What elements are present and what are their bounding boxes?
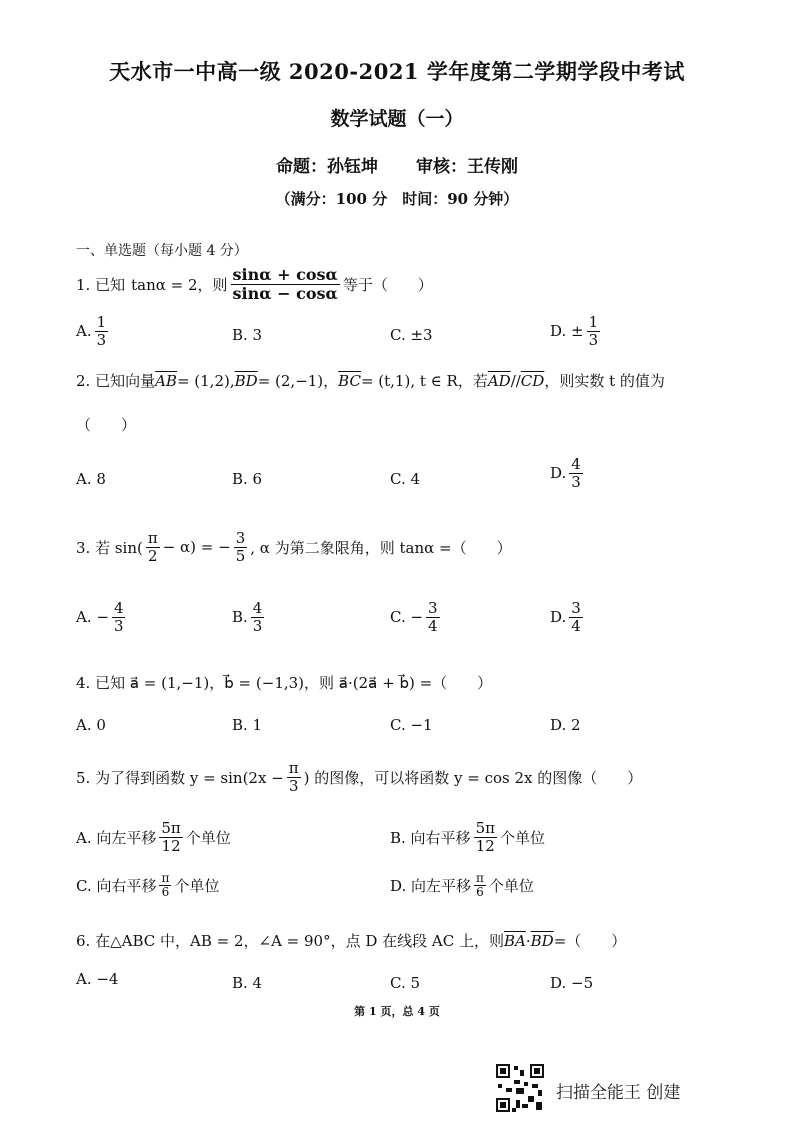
q4-option-d[interactable]: D. 2 <box>550 716 581 734</box>
q4-option-c[interactable]: C. −1 <box>390 716 433 734</box>
option-post: 个单位 <box>499 828 545 847</box>
q3-optD-frac <box>569 600 583 634</box>
q6-tail: =（ ） <box>553 932 627 950</box>
den: 3 <box>96 330 107 349</box>
q2-ab-val: = (1,2), <box>176 371 235 390</box>
vector-bd: $\overline{BD}$ <box>234 371 258 390</box>
q1-denominator: sinα − cosα <box>232 283 338 303</box>
vector-cd: $\overline{CD}$ <box>520 371 545 390</box>
q5-optD-frac <box>474 872 486 899</box>
parallel: // <box>510 371 521 390</box>
den: 6 <box>161 885 170 900</box>
qr-code-graphic <box>494 1062 546 1114</box>
question-1 <box>76 266 433 302</box>
authors-line <box>0 152 794 177</box>
q2-option-c[interactable]: C. 4 <box>390 470 421 488</box>
num: 1 <box>588 313 599 331</box>
question-4: 4. 已知 a⃗ = (1,−1)，b⃗ = (−1,3)，则 a⃗·(2a⃗ + b⃗) =（ ） <box>76 674 493 692</box>
q5-optB-frac <box>474 820 497 854</box>
den: 12 <box>161 836 181 855</box>
q1-suffix: 等于（ ） <box>342 275 433 294</box>
section-title: 一、单选题（每小题 4 分） <box>76 243 248 259</box>
q3-option-b[interactable] <box>232 600 267 634</box>
option-label: D. <box>550 608 567 626</box>
exam-subtitle: 数学试题（一） <box>330 108 464 130</box>
q3-optB-frac <box>251 600 265 634</box>
den: 3 <box>588 330 599 349</box>
num: 5π <box>475 819 495 837</box>
q2-option-a[interactable]: A. 8 <box>76 470 106 488</box>
den: 4 <box>428 616 438 635</box>
q3-optC-frac <box>426 600 440 634</box>
q6-option-a[interactable]: A. −4 <box>76 970 119 988</box>
option-label: D. ± <box>550 322 584 340</box>
option-label: A. − <box>76 608 109 626</box>
q3-option-a[interactable] <box>76 600 128 634</box>
num: 4 <box>113 599 124 617</box>
question-6 <box>76 930 626 951</box>
option-label: B. <box>232 608 248 626</box>
q1-option-d[interactable] <box>550 314 603 348</box>
num: 1 <box>96 313 107 331</box>
q2-option-b[interactable]: B. 6 <box>232 470 263 488</box>
q3-pi-frac <box>146 530 160 564</box>
option-post: 个单位 <box>174 877 220 896</box>
q1-optA-frac <box>95 314 109 348</box>
author: 命题：孙钰坤 <box>276 157 379 177</box>
q2-paren: （ ） <box>76 416 137 434</box>
q3-prefix: 3. 若 sin( <box>76 538 143 557</box>
q1-numerator: sinα + cosα <box>232 265 338 284</box>
q2-optD-frac <box>569 456 583 490</box>
den: 3 <box>288 776 299 795</box>
den: 4 <box>571 616 581 635</box>
q2-tail: ，则实数 t 的值为 <box>544 372 665 390</box>
q5-option-c[interactable] <box>76 872 219 899</box>
q5-option-b[interactable] <box>390 820 545 854</box>
q3-mid: − α) = − <box>162 538 231 556</box>
q5-prefix: 5. 为了得到函数 y = sin(2x − <box>76 768 284 787</box>
vector-ba: $\overline{BA}$ <box>504 931 526 950</box>
q1-option-a[interactable] <box>76 314 111 348</box>
exam-meta: （满分：100 分 时间：90 分钟） <box>275 190 519 208</box>
qr-code-icon <box>494 1062 546 1114</box>
option-label: A. <box>76 322 92 340</box>
den: 3 <box>571 472 581 491</box>
q5-optA-frac <box>159 820 182 854</box>
q1-option-b[interactable]: B. 3 <box>232 326 263 344</box>
q2-option-d[interactable] <box>550 456 586 490</box>
den: 3 <box>113 616 124 635</box>
num: π <box>476 871 484 885</box>
num: 4 <box>571 455 581 473</box>
num: π <box>147 529 158 547</box>
option-post: 个单位 <box>185 828 231 847</box>
q5-option-d[interactable] <box>390 872 534 899</box>
scanner-watermark: 扫描全能王 创建 <box>556 1083 681 1103</box>
num: 4 <box>252 599 263 617</box>
vector-ad: $\overline{AD}$ <box>487 371 511 390</box>
option-pre: D. 向左平移 <box>390 877 472 896</box>
vector-bd: $\overline{BD}$ <box>530 931 554 950</box>
option-pre: A. 向左平移 <box>76 828 157 847</box>
den: 5 <box>235 546 246 565</box>
reviewer: 审核：王传刚 <box>415 157 518 177</box>
option-pre: B. 向右平移 <box>390 828 471 847</box>
q4-option-a[interactable]: A. 0 <box>76 716 106 734</box>
q6-text: 6. 在△ABC 中，AB = 2，∠A = 90°，点 D 在线段 AC 上，则 <box>76 932 504 950</box>
q3-tail: , α 为第二象限角，则 tanα =（ ） <box>250 538 512 557</box>
question-3 <box>76 530 512 564</box>
q1-cond: tanα = 2，则 <box>131 275 228 294</box>
page-footer: 第 1 页，总 4 页 <box>354 1005 440 1018</box>
num: 5π <box>161 819 181 837</box>
option-pre: C. 向右平移 <box>76 877 157 896</box>
option-post: 个单位 <box>488 877 534 896</box>
q6-option-c[interactable]: C. 5 <box>390 974 421 992</box>
den: 3 <box>252 616 263 635</box>
q2-text: 2. 已知向量 <box>76 372 156 390</box>
q1-optD-frac <box>587 314 601 348</box>
q4-option-b[interactable]: B. 1 <box>232 716 263 734</box>
question-5 <box>76 760 642 794</box>
q2-bd-val: = (2,−1)， <box>257 372 339 390</box>
num: 3 <box>571 599 581 617</box>
den: 12 <box>475 836 495 855</box>
q2-bc-val: = (t,1), t ∈ R，若 <box>360 372 488 390</box>
q3-option-d[interactable] <box>550 600 586 634</box>
q3-ratio-frac <box>234 530 248 564</box>
num: π <box>161 871 170 885</box>
q1-option-c[interactable]: C. ±3 <box>390 326 433 344</box>
num: 3 <box>428 599 438 617</box>
den: 2 <box>148 546 158 565</box>
question-2 <box>76 370 665 391</box>
q1-fraction <box>231 266 340 302</box>
num: π <box>288 759 299 777</box>
dot: · <box>525 931 531 950</box>
num: 3 <box>235 529 246 547</box>
den: 6 <box>476 885 484 900</box>
q5-frac <box>287 760 301 794</box>
q5-tail: ) 的图像，可以将函数 y = cos 2x 的图像（ ） <box>303 768 643 787</box>
q5-option-a[interactable] <box>76 820 231 854</box>
vector-ab: $\overline{AB}$ <box>155 371 177 390</box>
q3-option-c[interactable] <box>390 600 443 634</box>
option-label: C. − <box>390 608 424 626</box>
q6-option-b[interactable]: B. 4 <box>232 974 263 992</box>
q5-optC-frac <box>159 872 171 899</box>
q1-prefix: 1. 已知 <box>76 275 126 294</box>
option-label: D. <box>550 464 567 482</box>
exam-title: 天水市一中高一级 2020-2021 学年度第二学期学段中考试 <box>109 59 685 84</box>
vector-bc: $\overline{BC}$ <box>338 371 361 390</box>
q6-option-d[interactable]: D. −5 <box>550 974 594 992</box>
q3-optA-frac <box>112 600 126 634</box>
